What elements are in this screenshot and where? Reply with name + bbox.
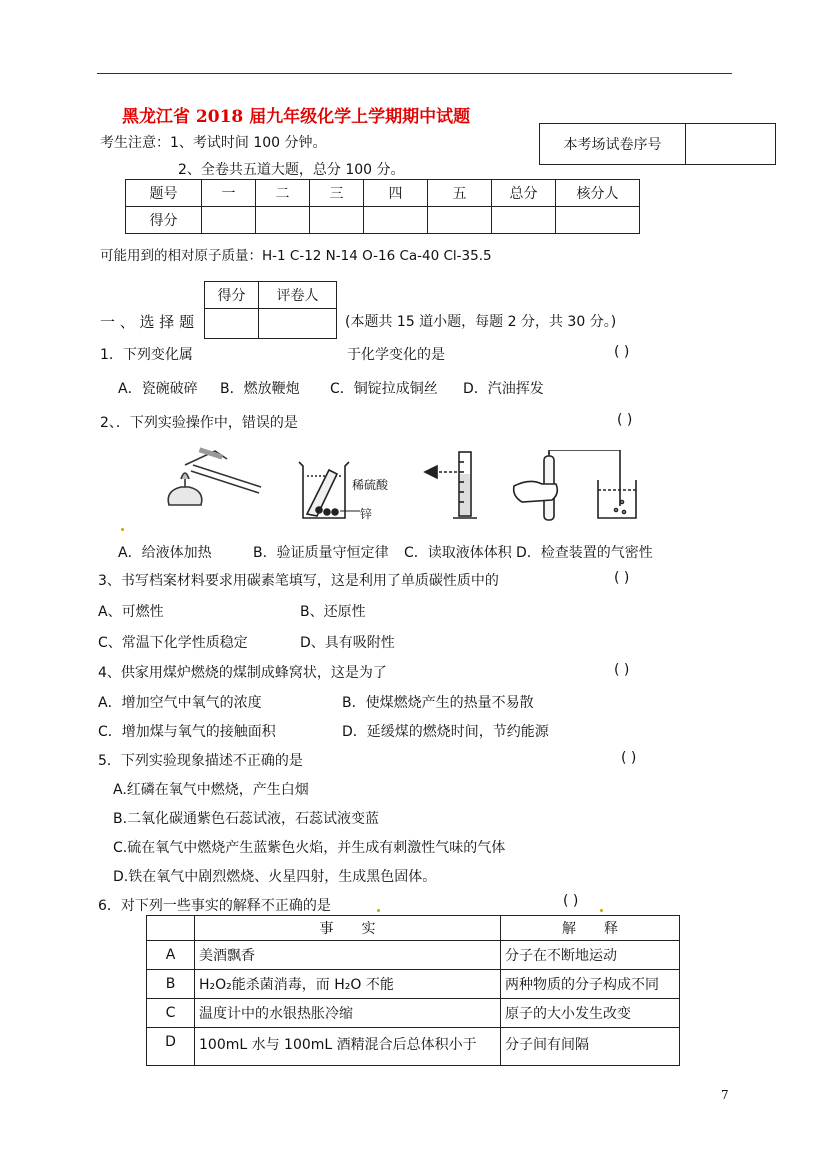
q2-option-b: B．验证质量守恒定律 [253, 545, 389, 561]
answer-bracket[interactable]: ( ) [614, 570, 630, 586]
facts-table-header-row [147, 916, 680, 941]
question-2-stem: 2、．下列实验操作中，错误的是 [100, 415, 298, 431]
q1-option-b: B．燃放鞭炮 [220, 381, 300, 397]
notice-line-2: 2、全卷共五道大题，总分 100 分。 [178, 162, 405, 178]
section-1-note: (本题共 15 道小题，每题 2 分，共 30 分。) [345, 314, 617, 330]
score-header-cell: 总分 [492, 180, 556, 207]
facts-explanation-table [146, 915, 680, 1066]
q1-option-d: D．汽油挥发 [463, 381, 544, 397]
notice-line-1: 考生注意：1、考试时间 100 分钟。 [100, 135, 327, 151]
score-cell[interactable] [556, 207, 640, 234]
score-cell[interactable] [310, 207, 364, 234]
explanation-cell: 原子的大小发生改变 [501, 999, 680, 1028]
acid-label: 稀硫酸 [352, 478, 389, 492]
q4-option-a: A．增加空气中氧气的浓度 [98, 695, 262, 711]
score-header-cell: 四 [364, 180, 428, 207]
grader-header-grader: 评卷人 [259, 282, 337, 309]
q5-option-d: D.铁在氧气中剧烈燃烧、火星四射，生成黑色固体。 [113, 869, 437, 885]
facts-table-row [147, 1028, 680, 1066]
score-cell[interactable] [202, 207, 256, 234]
score-header-cell: 五 [428, 180, 492, 207]
question-3-stem: 3、书写档案材料要求用碳素笔填写，这是利用了单质碳性质中的 [98, 573, 499, 589]
scan-dot [121, 528, 124, 531]
fact-cell: H₂O₂能杀菌消毒，而 H₂O 不能 [195, 970, 501, 999]
scan-dot [377, 909, 380, 912]
q5-option-a: A.红磷在氧气中燃烧，产生白烟 [113, 782, 309, 798]
explanation-cell: 分子在不断地运动 [501, 941, 680, 970]
q5-option-b: B.二氧化碳通紫色石蕊试液，石蕊试液变蓝 [113, 811, 380, 827]
seat-number-value[interactable] [686, 124, 776, 165]
q2-option-c: C．读取液体体积 [404, 545, 512, 561]
score-table [125, 179, 640, 234]
explanation-cell: 两种物质的分子构成不同 [501, 970, 680, 999]
explanation-cell: 分子间有间隔 [501, 1028, 680, 1066]
grader-box [204, 281, 337, 339]
explanation-header: 解 释 [501, 916, 680, 941]
score-table-header-row [126, 180, 640, 207]
header-rule [97, 73, 732, 74]
score-header-cell: 二 [256, 180, 310, 207]
question-5-stem: 5．下列实验现象描述不正确的是 [98, 753, 303, 769]
answer-bracket[interactable]: ( ) [614, 344, 630, 360]
eye-reading-cylinder-icon [423, 448, 478, 522]
score-header-cell: 三 [310, 180, 364, 207]
facts-header: 事 实 [195, 916, 501, 941]
question-1-stem-part1: 1．下列变化属 [100, 347, 193, 363]
page-number: 7 [721, 1088, 729, 1102]
zinc-label: 锌 [360, 507, 373, 521]
q4-option-b: B．使煤燃烧产生的热量不易散 [342, 695, 534, 711]
grader-header-score: 得分 [205, 282, 259, 309]
facts-table-row [147, 999, 680, 1028]
facts-table-row [147, 941, 680, 970]
q3-option-c: C、常温下化学性质稳定 [98, 635, 248, 651]
score-cell[interactable] [364, 207, 428, 234]
q5-option-c: C.硫在氧气中燃烧产生蓝紫色火焰，并生成有刺激性气味的气体 [113, 840, 506, 856]
row-letter: C [147, 999, 195, 1028]
score-header-cell: 一 [202, 180, 256, 207]
scan-dot [600, 909, 603, 912]
score-header-cell: 核分人 [556, 180, 640, 207]
q2-option-d: D．检查装置的气密性 [516, 545, 653, 561]
score-header-cell: 题号 [126, 180, 202, 207]
q2-option-a: A．给液体加热 [118, 545, 212, 561]
row-letter: B [147, 970, 195, 999]
fact-cell: 美酒飘香 [195, 941, 501, 970]
score-row-label: 得分 [126, 207, 202, 234]
grader-score-cell[interactable] [205, 309, 259, 339]
score-cell[interactable] [428, 207, 492, 234]
page-title: 黑龙江省 2018 届九年级化学上学期期中试题 [122, 107, 471, 127]
q1-option-a: A．瓷碗破碎 [118, 381, 198, 397]
fact-cell: 温度计中的水银热胀冷缩 [195, 999, 501, 1028]
q1-option-c: C．铜锭拉成铜丝 [330, 381, 438, 397]
answer-bracket[interactable]: ( ) [617, 412, 633, 428]
q4-option-d: D．延缓煤的燃烧时间，节约能源 [342, 724, 549, 740]
q3-option-a: A、可燃性 [98, 604, 164, 620]
score-cell[interactable] [492, 207, 556, 234]
fact-cell: 100mL 水与 100mL 酒精混合后总体积小于 [195, 1028, 501, 1066]
seat-number-label: 本考场试卷序号 [540, 124, 686, 165]
zinc-pointer-line [340, 508, 360, 514]
row-letter: A [147, 941, 195, 970]
q4-option-c: C．增加煤与氧气的接触面积 [98, 724, 276, 740]
heating-liquid-apparatus-icon [155, 443, 265, 515]
seat-number-box [539, 123, 776, 165]
facts-table-row [147, 970, 680, 999]
airtightness-check-icon [512, 450, 647, 524]
answer-bracket[interactable]: ( ) [614, 662, 630, 678]
q3-option-d: D、具有吸附性 [300, 635, 395, 651]
atomic-masses: 可能用到的相对原子质量：H-1 C-12 N-14 O-16 Ca-40 Cl-35.5 [100, 248, 492, 264]
score-table-score-row [126, 207, 640, 234]
section-1-label: 一 、 选 择 题 [100, 313, 195, 331]
question-4-stem: 4、供家用煤炉燃烧的煤制成蜂窝状，这是为了 [98, 665, 387, 681]
score-cell[interactable] [256, 207, 310, 234]
answer-bracket[interactable]: ( ) [563, 893, 579, 909]
row-letter: D [147, 1028, 195, 1066]
grader-name-cell[interactable] [259, 309, 337, 339]
question-6-stem: 6．对下列一些事实的解释不正确的是 [98, 898, 331, 914]
question-1-stem-part2: 于化学变化的是 [347, 347, 445, 363]
q3-option-b: B、还原性 [300, 604, 366, 620]
answer-bracket[interactable]: ( ) [621, 750, 637, 766]
